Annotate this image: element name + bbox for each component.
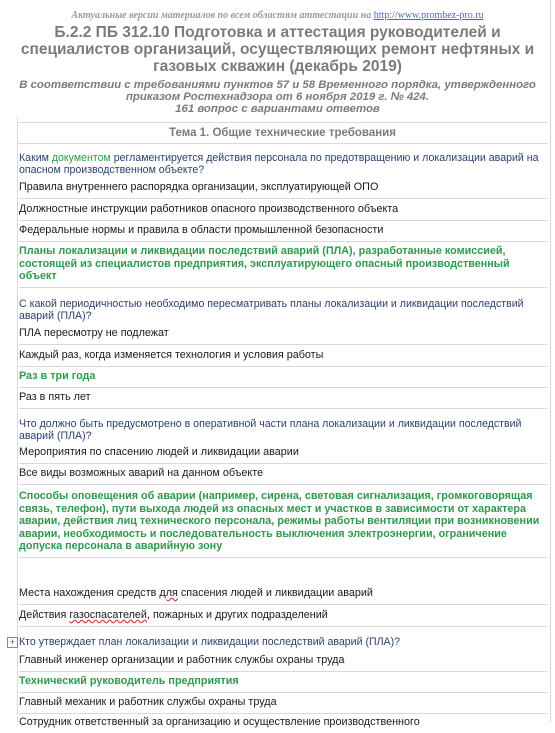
answer-1-1: Правила внутреннего распорядка организации, эксплуатирующей ОПО — [19, 181, 547, 199]
answer-4-4: Сотрудник ответственный за организацию и осуществление производственного — [19, 716, 420, 728]
answer-3-2: Все виды возможных аварий на данном объекте — [19, 467, 547, 485]
answer-4-1: Главный инженер организации и работник службы охраны труда — [19, 654, 547, 672]
question-1 — [19, 152, 539, 176]
answer-2-2: Каждый раз, когда изменяется технология и условия работы — [19, 349, 547, 367]
answer-4-3: Главный механик и работник службы охраны труда — [19, 696, 547, 714]
question-text: Каким — [19, 152, 52, 164]
spellcheck-word: для — [159, 587, 178, 599]
question-4: Кто утверждает план локализации и ликвидации последствий аварий (ПЛА)? — [19, 636, 401, 648]
document-title: Б.2.2 ПБ 312.10 Подготовка и аттестация руководителей и специалистов организаций, осуществляющих ремонт нефтяных и газовых скважин (декабрь 2019) — [20, 24, 535, 75]
spellcheck-word: газоспасателей — [69, 609, 147, 621]
source-line — [0, 10, 555, 21]
question-2: С какой периодичностью необходимо пересматривать планы локализации и ликвидации последствий аварий (ПЛА)? — [19, 298, 524, 322]
answer-4-2-correct: Технический руководитель предприятия — [19, 675, 547, 693]
source-link[interactable]: http://www.prombez-pro.ru — [373, 10, 484, 21]
answer-text: Места нахождения средств — [19, 587, 160, 599]
answer-3-1: Мероприятия по спасению людей и ликвидации аварии — [19, 446, 547, 464]
answer-text: , пожарных и других подразделений — [146, 609, 328, 621]
source-prefix: Актуальные версии материалов по всем областям аттестации на — [71, 10, 372, 21]
answer-2-3-correct: Раз в три года — [19, 370, 547, 388]
question-highlight: документом — [51, 152, 111, 164]
answer-3-3-correct: Способы оповещения об аварии (например, сирена, световая сигнализация, громкоговорящая связь, телефон), пути выхода людей из опасных мест и участков в зависимости от характера аварии, действия лиц технического персонала, режимы работы вентиляции при возникновении аварии, необходимость и последовательность выключения электроэнергии, ограничение допуска персонала в аварийную зону — [19, 490, 547, 558]
content-left-border — [17, 117, 18, 722]
answer-1-3: Федеральные нормы и правила в области промышленной безопасности — [19, 224, 547, 242]
table-move-handle-icon[interactable]: + — [7, 637, 18, 648]
question-text: регламентируется действия персонала по предотвращению и локализации аварий на опасном производственном объекте? — [19, 152, 539, 176]
document-header — [0, 24, 555, 115]
answer-2-1: ПЛА пересмотру не подлежат — [19, 327, 547, 345]
question-3: Что должно быть предусмотрено в оперативной части плана локализации и ликвидации последствий аварий (ПЛА)? — [19, 418, 522, 442]
answer-3-4 — [19, 587, 547, 605]
section-theme-title: Тема 1. Общие технические требования — [17, 122, 548, 144]
answer-1-2: Должностные инструкции работников опасного производственного объекта — [19, 203, 547, 221]
answer-text: спасения людей и ликвидации аварий — [177, 587, 373, 599]
answer-text: Действия — [19, 609, 70, 621]
answer-2-4: Раз в пять лет — [19, 391, 547, 409]
answer-1-4-correct: Планы локализации и ликвидации последствий аварий (ПЛА), разработанные комиссией, состоящей из специалистов предприятия, эксплуатирующего опасный производственный объект — [19, 245, 547, 288]
document-subtitle: В соответствии с требованиями пунктов 57 и 58 Временного порядка, утвержденного приказом Ростехнадзора от 6 ноября 2019 г. № 424. — [19, 79, 536, 103]
answer-3-5 — [19, 609, 547, 627]
question-count: 161 вопрос с вариантами ответов — [175, 103, 380, 115]
